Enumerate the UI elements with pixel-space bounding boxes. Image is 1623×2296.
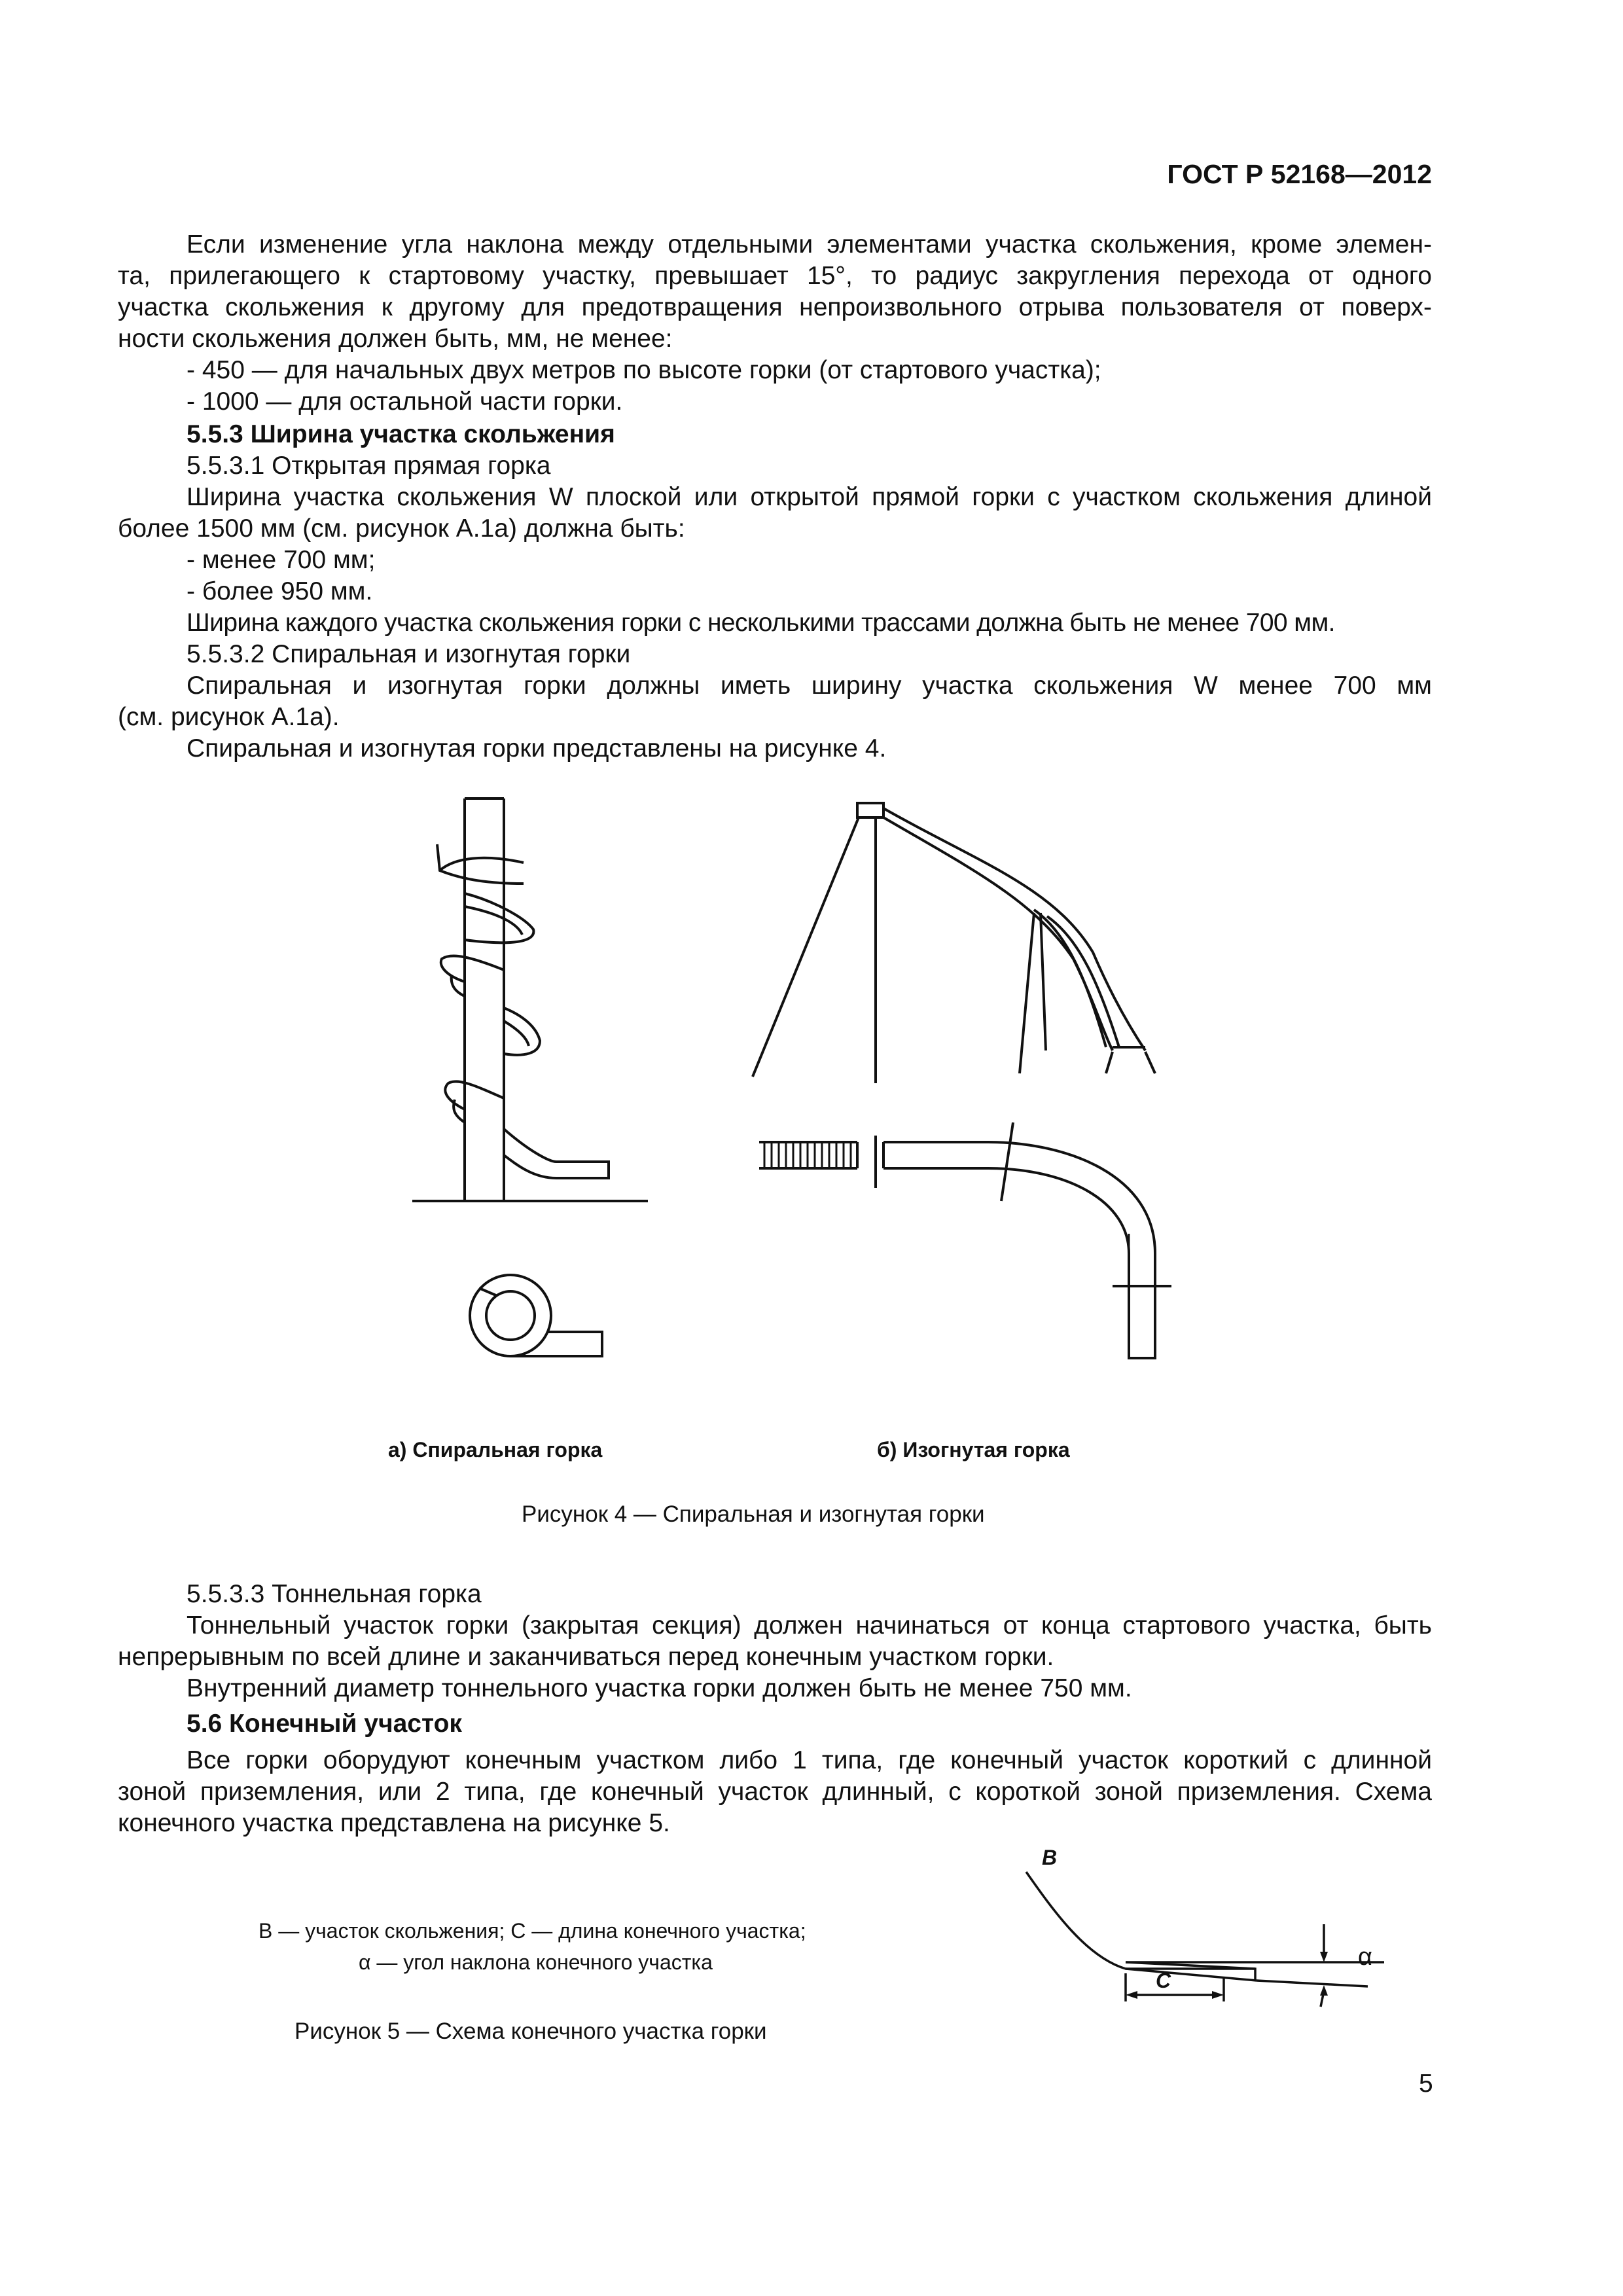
label-b: B [1042,1846,1058,1869]
section-5-5-3-title: 5.5.3 Ширина участка скольжения [187,420,615,448]
s56-line2: зоной приземления, или 2 типа, где конечный участок длинный, с короткой зоной приземления. Схема [118,1778,1432,1806]
list-item: - более 950 мм. [187,577,373,605]
s553-text1-line2: более 1500 мм (см. рисунок А.1а) должна быть: [118,514,685,543]
s5533-text2: Внутренний диаметр тоннельного участка горки должен быть не менее 750 мм. [187,1674,1132,1702]
figure5-caption: Рисунок 5 — Схема конечного участка горки [294,2018,767,2044]
s5533-text1-line2: непрерывным по всей длине и заканчиваться перед конечным участком горки. [118,1643,1054,1671]
figure4-caption-b: б) Изогнутая горка [877,1438,1070,1462]
curved-slide-drawing [726,782,1198,1384]
list-item: - 450 — для начальных двух метров по высоте горки (от стартового участка); [187,356,1101,384]
figure5-legend-line1: B — участок скольжения; C — длина конечного участка; [259,1919,806,1943]
s56-line3: конечного участка представлена на рисунке 5. [118,1809,670,1837]
label-c: C [1156,1969,1171,1992]
subsection-5-5-3-3: 5.5.3.3 Тоннельная горка [187,1580,482,1608]
para1-line2: та, прилегающего к стартовому участку, превышает 15°, то радиус закругления перехода от одного [118,262,1432,290]
spiral-slide-drawing [393,785,694,1401]
subsection-5-5-3-2: 5.5.3.2 Спиральная и изогнутая горки [187,640,631,668]
subsection-5-5-3-1: 5.5.3.1 Открытая прямая горка [187,452,551,480]
s553-text2: Ширина каждого участка скольжения горки с несколькими трассами должна быть не менее 700 мм. [187,609,1335,637]
s553-text1-line1: Ширина участка скольжения W плоской или открытой прямой горки с участком скольжения длиной [187,483,1432,511]
s5533-text1-line1: Тоннельный участок горки (закрытая секция) должен начинаться от конца стартового участка, быть [187,1611,1432,1640]
standard-number: ГОСТ Р 52168—2012 [1167,159,1432,189]
s553-text4: Спиральная и изогнутая горки представлены на рисунке 4. [187,734,887,762]
s553-text3-line2: (см. рисунок А.1а). [118,703,340,731]
s553-text3-line1: Спиральная и изогнутая горки должны иметь ширину участка скольжения W менее 700 мм [187,672,1432,700]
figure5-legend-line2: α — угол наклона конечного участка [359,1950,713,1974]
list-item: - 1000 — для остальной части горки. [187,387,623,416]
para1-line3: участка скольжения к другому для предотвращения непроизвольного отрыва пользователя от поверх- [118,293,1432,321]
end-section-drawing [1008,1852,1400,2003]
list-item: - менее 700 мм; [187,546,376,574]
s56-line1: Все горки оборудуют конечным участком либо 1 типа, где конечный участок короткий с длинной [187,1746,1432,1774]
label-alpha: α [1358,1943,1372,1971]
figure4-caption: Рисунок 4 — Спиральная и изогнутая горки [522,1501,985,1527]
para1-line1: Если изменение угла наклона между отдельными элементами участка скольжения, кроме элемен- [187,230,1432,259]
section-5-6-title: 5.6 Конечный участок [187,1710,462,1738]
figure4-caption-a: а) Спиральная горка [388,1438,603,1462]
para1-line4: ности скольжения должен быть, мм, не менее: [118,325,673,353]
page-number: 5 [1419,2070,1433,2098]
